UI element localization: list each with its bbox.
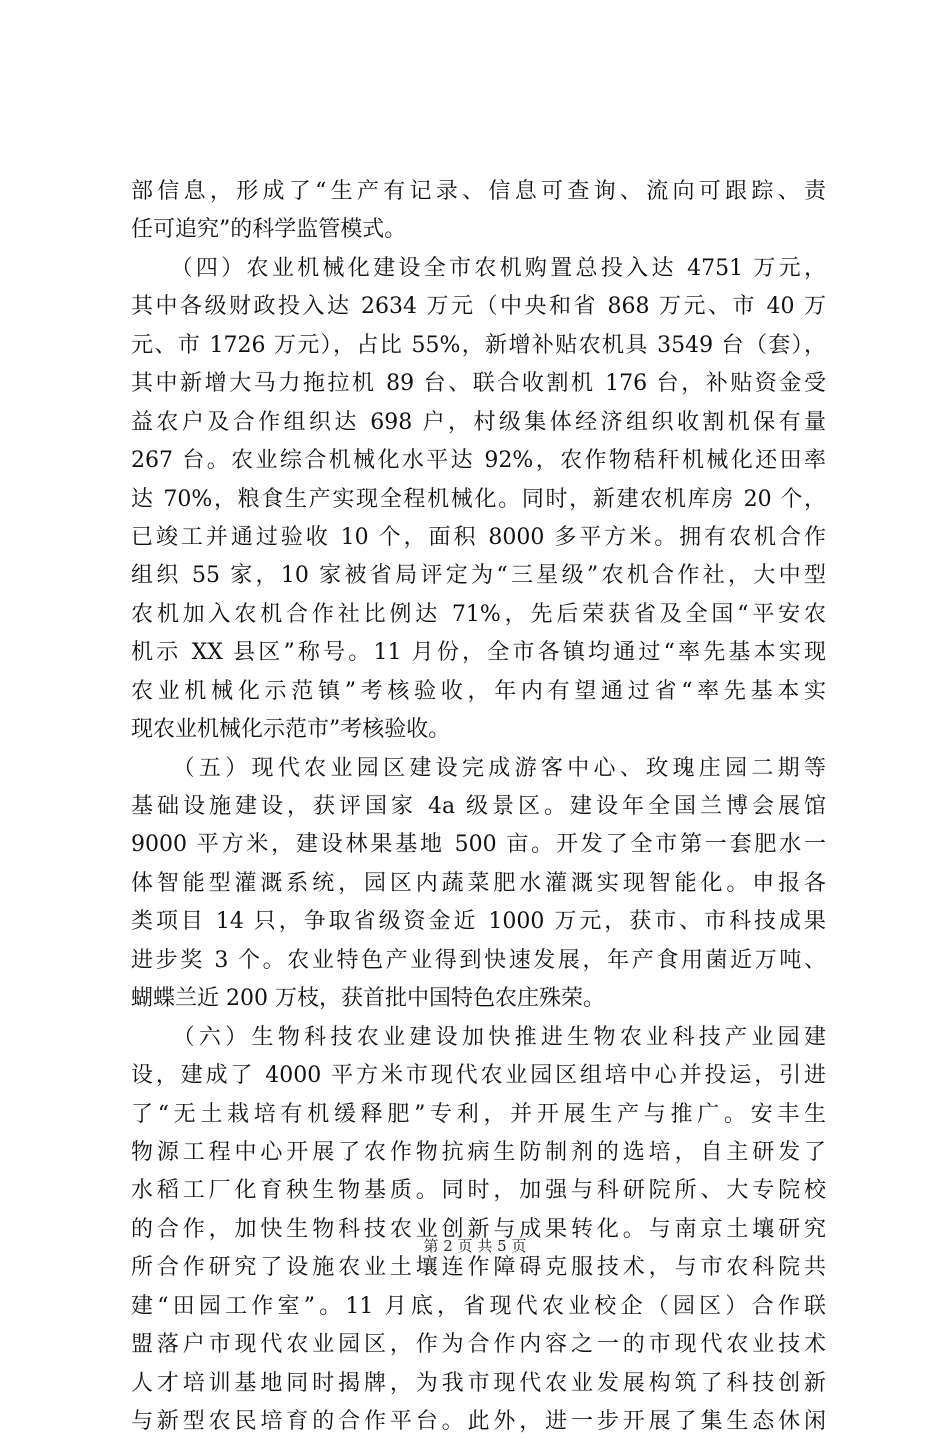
text-line: （五）现代农业园区建设完成游客中心、玫瑰庄园二期等 [131, 755, 826, 781]
text-line: 现农业机械化示范市”考核验收。 [131, 717, 451, 743]
text-line: 所合作研究了设施农业土壤连作障碍克服技术，与市农科院共 [131, 1255, 826, 1281]
text-line: 9000 平方米，建设林果基地 500 亩。开发了全市第一套肥水一 [131, 832, 826, 858]
text-line: 达 70%，粮食生产实现全程机械化。同时，新建农机库房 20 个， [131, 486, 826, 512]
text-line: 水稻工厂化育秧生物基质。同时，加强与科研院所、大专院校 [131, 1178, 826, 1204]
text-line: 蝴蝶兰近 200 万枝，获首批中国特色农庄殊荣。 [131, 986, 605, 1012]
page-number-footer: 第 2 页 共 5 页 [423, 1237, 527, 1255]
text-line: 盟落户市现代农业园区，作为合作内容之一的市现代农业技术 [131, 1332, 826, 1358]
text-line: 农机加入农机合作社比例达 71%，先后荣获省及全国“平安农 [131, 601, 826, 627]
text-line: 了“无土栽培有机缓释肥”专利，并开展生产与推广。安丰生 [131, 1101, 826, 1127]
text-line: 的合作，加快生物科技农业创新与成果转化。与南京土壤研究 [131, 1216, 826, 1242]
text-line: 体智能型灌溉系统，园区内蔬菜肥水灌溉实现智能化。申报各 [131, 870, 826, 896]
text-line: 益农户及合作组织达 698 户，村级集体经济组织收割机保有量 [131, 409, 826, 435]
text-line: 与新型农民培育的合作平台。此外，进一步开展了集生态休闲 [131, 1409, 826, 1434]
text-line: 267 台。农业综合机械化水平达 92%，农作物秸秆机械化还田率 [131, 448, 826, 474]
text-line: 人才培训基地同时揭牌，为我市现代农业发展构筑了科技创新 [131, 1370, 826, 1396]
text-line: 其中各级财政投入达 2634 万元（中央和省 868 万元、市 40 万 [131, 294, 826, 320]
text-line: 组织 55 家，10 家被省局评定为“三星级”农机合作社，大中型 [131, 563, 826, 589]
text-line: 部信息，形成了“生产有记录、信息可查询、流向可跟踪、责 [131, 179, 826, 204]
text-line: 基础设施建设，获评国家 4a 级景区。建设年全国兰博会展馆 [131, 794, 826, 819]
text-line: （四）农业机械化建设全市农机购置总投入达 4751 万元， [131, 255, 826, 281]
text-line: （六）生物科技农业建设加快推进生物农业科技产业园建 [131, 1024, 826, 1050]
text-line: 类项目 14 只，争取省级资金近 1000 万元，获市、市科技成果 [131, 909, 826, 935]
text-line: 元、市 1726 万元），占比 55%，新增补贴农机具 3549 台（套）， [131, 332, 826, 358]
text-line: 已竣工并通过验收 10 个，面积 8000 多平方米。拥有农机合作 [131, 524, 826, 550]
text-line: 进步奖 3 个。农业特色产业得到快速发展，年产食用菌近万吨、 [131, 947, 826, 973]
text-line: 农业机械化示范镇”考核验收，年内有望通过省“率先基本实 [131, 678, 826, 704]
text-line: 物源工程中心开展了农作物抗病生防制剂的选培，自主研发了 [131, 1139, 826, 1165]
text-line: 设，建成了 4000 平方米市现代农业园区组培中心并投运，引进 [131, 1063, 826, 1089]
text-line: 建“田园工作室”。11 月底，省现代农业校企（园区）合作联 [131, 1293, 826, 1319]
text-line: 机示 XX 县区”称号。11 月份，全市各镇均通过“率先基本实现 [131, 640, 826, 666]
text-line: 其中新增大马力拖拉机 89 台、联合收割机 176 台，补贴资金受 [131, 371, 826, 397]
text-line: 任可追究”的科学监管模式。 [131, 217, 407, 243]
